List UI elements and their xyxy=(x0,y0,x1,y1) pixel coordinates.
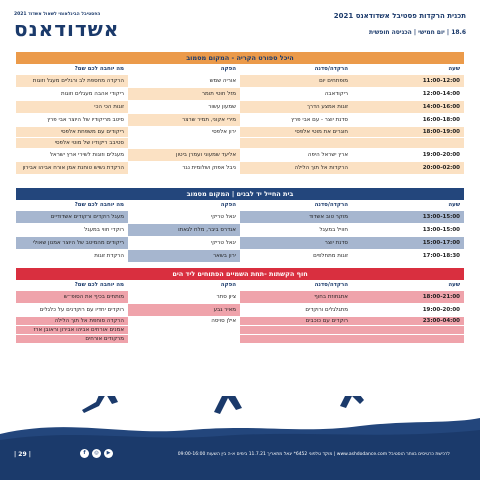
col-time: שעה xyxy=(352,201,464,211)
cell-place: חוגרים את מוטי אלפסי xyxy=(240,127,352,138)
col-show: מה יוחבה לכם שם? xyxy=(16,281,128,291)
table-row xyxy=(16,114,464,127)
table-row xyxy=(16,237,464,250)
cell-host xyxy=(128,335,240,344)
cell-place xyxy=(240,335,352,344)
facebook-icon[interactable]: f xyxy=(80,449,89,458)
table-row xyxy=(16,317,464,326)
cell-time: 23:00-04:00 xyxy=(352,317,464,326)
schedule-table-soldiers-house xyxy=(16,188,464,263)
cell-time: 11:00-12:00 xyxy=(352,75,464,88)
cell-time: 13:00-15:00 xyxy=(352,224,464,237)
cell-place: מופתחים יום xyxy=(240,75,352,88)
cell-host: אילן סויסה xyxy=(128,317,240,326)
col-show: מה יוחבה לכם שם? xyxy=(16,65,128,75)
cell-show: מעגלים וזוגות לשירי ארץ ישראל xyxy=(16,149,128,162)
cell-show: מותחים בכיף את הסופ״ש xyxy=(16,291,128,304)
col-host: הפקה xyxy=(128,65,240,75)
col-show: מה יוחבה לכם שם? xyxy=(16,201,128,211)
cell-show: ריקודים מהמיטב של היוצר אמנון שאולי xyxy=(16,237,128,250)
cell-show: רוקדים יחדיו עם רוקדנים על כלגלים xyxy=(16,304,128,317)
cell-time: 18:00-19:00 xyxy=(352,127,464,138)
schedule-table-beach xyxy=(16,268,464,344)
schedule-table-sports-hall xyxy=(16,52,464,175)
cell-time: 17:00-18:30 xyxy=(352,250,464,263)
cell-host: אנדרס ביבר, מלח לגאתו xyxy=(128,224,240,237)
cell-place: חוויל במעגל xyxy=(240,224,352,237)
col-host: הפקה xyxy=(128,281,240,291)
cell-place: זוגות אמצע הדרך xyxy=(240,101,352,114)
table-row xyxy=(16,304,464,317)
cell-time xyxy=(352,335,464,344)
cell-place: אתגחוזת בחוף xyxy=(240,291,352,304)
cell-host: ניבל אפוק ושלומית נגר xyxy=(128,162,240,175)
table-row xyxy=(16,101,464,114)
cell-time: 19:00-20:00 xyxy=(352,149,464,162)
cell-host: שמעון עשור xyxy=(128,101,240,114)
cell-host: מירי אקוני, תמיר שרצר xyxy=(128,114,240,127)
cell-show: מעגל רוקדים ורקודים אשדודיים xyxy=(16,211,128,224)
dancers-illustration xyxy=(0,396,480,480)
cell-show: ריקודים עם משפחת אלפסי xyxy=(16,127,128,138)
cell-show: מרקודים אורחים xyxy=(16,335,128,344)
cell-host: אליעד שמעוני ועמרן ביטון xyxy=(128,149,240,162)
cell-show: הרקדת נשיש טוחנת אמן אורח אביהו אבירון xyxy=(16,162,128,175)
cell-show: סטיבב ריקודיו של מוטי אלפסי xyxy=(16,138,128,149)
page-subtitle: 18.6 | יום חמישי | הכניסה חופשית xyxy=(368,29,466,36)
cell-host: ירון אלפסי xyxy=(128,127,240,138)
table-row xyxy=(16,224,464,237)
section-title: חוף הקשתות -תחת השמיים הפתוחים ליד הים xyxy=(16,268,464,281)
table-row xyxy=(16,335,464,344)
cell-show: הרקדה מחספת לב ורגליים מעגל וזוגות xyxy=(16,75,128,88)
cell-host: יגאל טריקי xyxy=(128,211,240,224)
col-place: הרקדה/סדנה xyxy=(240,65,352,75)
cell-time xyxy=(352,138,464,149)
cell-time: 15:00-17:00 xyxy=(352,237,464,250)
section-title: היכל ספורט הקריה - המקום מסמוב xyxy=(16,52,464,65)
table-row xyxy=(16,326,464,335)
cell-place: זוגות מתחלפים xyxy=(240,250,352,263)
cell-place: סדנת יוצר - עם אבי פרץ xyxy=(240,114,352,127)
cell-host: ציון סתר xyxy=(128,291,240,304)
table-row xyxy=(16,88,464,101)
cell-host: מאיר גבע xyxy=(128,304,240,317)
cell-time: 18:00-21:00 xyxy=(352,291,464,304)
table-row xyxy=(16,250,464,263)
footer-info: לרכישת כרטיסים בוותר הוסטיבל www.ashdodance.com | מוקד טלפוני 6452* יגאל מתאריך 11.7.21 בימים א-ה בין השעות 09:00-16:00 xyxy=(177,452,450,457)
dancer-silhouettes xyxy=(82,396,371,414)
cell-place xyxy=(240,138,352,149)
cell-host: ירון בשאר xyxy=(128,250,240,263)
col-place: הרקדה/סדנה xyxy=(240,281,352,291)
cell-time: 13:00-15:00 xyxy=(352,211,464,224)
table-row xyxy=(16,211,464,224)
col-place: הרקדה/סדנה xyxy=(240,201,352,211)
col-time: שעה xyxy=(352,65,464,75)
page-number: | 29 | xyxy=(14,451,31,458)
cell-host: יגאל טריקי xyxy=(128,237,240,250)
cell-time: 12:00-14:00 xyxy=(352,88,464,101)
cell-show: רוקדי חווי במעגל xyxy=(16,224,128,237)
cell-time: 20:00-02:00 xyxy=(352,162,464,175)
table-row xyxy=(16,138,464,149)
cell-time: 16:00-18:00 xyxy=(352,114,464,127)
cell-place xyxy=(240,326,352,335)
cell-show: סיטב מריקודיו של היוצר אבי פרץ xyxy=(16,114,128,127)
cell-place: ריקודאבה xyxy=(240,88,352,101)
cell-place: מתגלגלים ורוקדים xyxy=(240,304,352,317)
cell-time: 19:00-20:00 xyxy=(352,304,464,317)
instagram-icon[interactable]: ◎ xyxy=(92,449,101,458)
col-time: שעה xyxy=(352,281,464,291)
table-row xyxy=(16,149,464,162)
cell-show: הרקדה סוחפת אל תוך הלילה xyxy=(16,317,128,326)
cell-host: אוריה שמש xyxy=(128,75,240,88)
logo-caption: הפסטיבל הבינלאומי לשאול אשדוד 2021 xyxy=(14,12,101,17)
cell-place: הרקדות אל תוך הלילה xyxy=(240,162,352,175)
cell-show: אמנים אורחים אביהו אבירון וראובן ארז xyxy=(16,326,128,335)
cell-place: סדנת יוצר xyxy=(240,237,352,250)
cell-place: ארץ ישראל היפה xyxy=(240,149,352,162)
cell-host xyxy=(128,138,240,149)
table-row xyxy=(16,75,464,88)
festival-logo: אשדודאנס xyxy=(14,17,120,41)
table-row xyxy=(16,162,464,175)
cell-show: ריקודי אהבה מעגלים וזוגות xyxy=(16,88,128,101)
table-row xyxy=(16,291,464,304)
cell-time: 14:00-16:00 xyxy=(352,101,464,114)
cell-host: מזל חוטי תומר xyxy=(128,88,240,101)
youtube-icon[interactable]: ▶ xyxy=(104,449,113,458)
cell-host xyxy=(128,326,240,335)
cell-show: זוגות הכי הכי xyxy=(16,101,128,114)
cell-place: מוקר טוב אשדוד xyxy=(240,211,352,224)
cell-show: הרקדת זוגות xyxy=(16,250,128,263)
table-row xyxy=(16,127,464,138)
col-host: הפקה xyxy=(128,201,240,211)
cell-time xyxy=(352,326,464,335)
page-title: תכנית הרקדות פסטיבל אשדודאנס 2021 xyxy=(333,12,466,20)
section-title: בית החייל יד לבנים | המקום מסמוב xyxy=(16,188,464,201)
cell-place: רוקדים עם כוכבים xyxy=(240,317,352,326)
